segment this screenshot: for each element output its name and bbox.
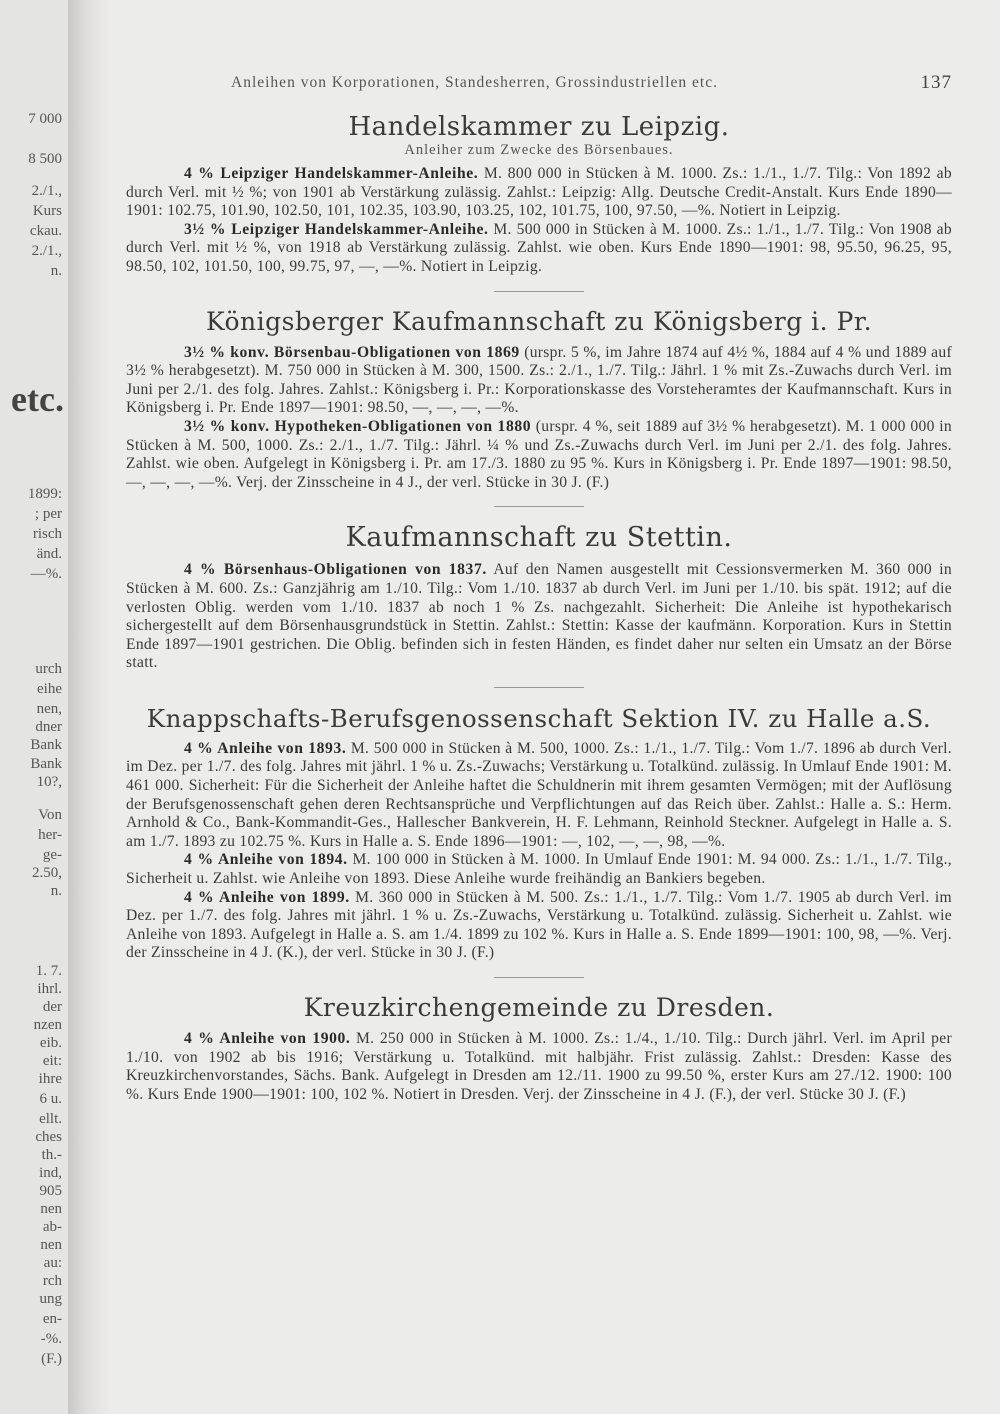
margin-fragment: ung	[39, 1291, 62, 1307]
margin-fragment: ellt.	[39, 1111, 62, 1127]
section-subheading: Anleiher zum Zwecke des Börsenbaues.	[404, 142, 674, 158]
margin-fragment: Kurs	[32, 203, 62, 219]
margin-fragment: n.	[50, 263, 62, 279]
margin-fragment: ckau.	[29, 223, 62, 239]
margin-fragment: nen	[40, 1201, 62, 1217]
margin-fragment: nen	[40, 1237, 62, 1253]
running-header	[126, 70, 952, 100]
margin-fragment: Bank	[30, 737, 62, 753]
bond-title: 3½ % konv. Hypotheken-Obligationen von 1880	[184, 417, 532, 435]
section-heading: Königsberger Kaufmannschaft zu Königsberg i. Pr.	[205, 306, 873, 336]
document-page	[126, 70, 952, 1104]
margin-fragment: her-	[38, 827, 62, 843]
margin-fragment: -%.	[40, 1331, 62, 1347]
margin-fragment: ihre	[38, 1071, 62, 1087]
margin-fragment: eihe	[37, 681, 62, 697]
bond-title: 4 % Anleihe von 1900.	[184, 1030, 351, 1047]
bond-title: 4 % Leipziger Handelskammer-Anleihe.	[184, 165, 479, 182]
section-knappschafts-berufsgenossenschaft	[126, 702, 952, 963]
bond-title: 4 % Börsenhaus-Obligationen von 1837.	[184, 561, 487, 579]
margin-fragment: ches	[35, 1129, 62, 1145]
margin-fragment: ihrl.	[37, 981, 62, 997]
margin-fragment: Bank	[30, 756, 62, 772]
section-koenigsberger-kaufmannschaft	[126, 306, 952, 493]
margin-fragment: 1. 7.	[35, 963, 62, 979]
bond-entry	[126, 221, 952, 277]
bond-entry	[126, 418, 952, 492]
section-divider	[494, 506, 584, 507]
margin-fragment: 905	[39, 1183, 62, 1199]
section-heading: Knappschafts-Berufsgenossenschaft Sektion IV. zu Halle a.S.	[146, 703, 932, 733]
margin-fragment: nzen	[33, 1017, 62, 1033]
bond-details: (urspr. 5 %, im Jahre 1874 auf 4½ %, 1884 auf 4 % und 1889 auf 3½ % herabgesetzt). M. 750 000 in Stücken à M. 300, 1500. Zs.: 2./1., 1./7. Tilg.: Jährl. 1 % mit Zs.-Zuwachs durch Verl. im Juni per 2./1. des folg. Jahres. Zahlst.: Königsberg i. Pr.: Korporationskasse des Vorsteheramtes der Kaufmannschaft. Kurs in Königsberg i. Pr. Ende 1897—1901: 98.50, —, —, —, —%.	[126, 343, 952, 417]
section-heading: Handelskammer zu Leipzig.	[348, 112, 730, 142]
margin-fragment: Von	[38, 807, 62, 823]
margin-fragment: 6 u.	[39, 1091, 62, 1107]
bond-entry	[126, 165, 952, 221]
bond-entry	[126, 889, 952, 963]
page-number: 137	[920, 72, 952, 93]
bond-entry	[126, 561, 952, 673]
bond-entry	[126, 344, 952, 418]
bond-entry	[126, 1030, 952, 1104]
margin-fragment: änd.	[36, 546, 62, 562]
margin-fragment: etc.	[11, 379, 64, 419]
margin-fragment: der	[42, 999, 62, 1015]
margin-fragment: 1899:	[27, 486, 62, 502]
section-heading: Kreuzkirchengemeinde zu Dresden.	[303, 993, 775, 1022]
margin-fragment: ; per	[34, 506, 62, 522]
bond-details: M. 500 000 in Stücken à M. 500, 1000. Zs.: 1./1., 1./7. Tilg.: Vom 1./7. 1896 ab durch Verl. im Dez. per 1./7. des folg. Jahres mit jährl. 1 % u. Zs.-Zuwachs; Verstärkung u. Totalkünd. zulässig. In Umlauf Ende 1901: M. 461 000. Sicherheit: Für die Sicherheit der Anleihe haftet die Schuldnerin mit ihrem gesamten Vermögen; mit der Auflösung der Berufsgenossenschaft gehen deren Rechtsansprüche und Verpflichtungen auf das Reich über. Zahlst.: Halle a. S.: Herm. Arnhold & Co., Bank-Kommandit-Ges., Hallescher Bankverein, H. F. Lehmann, Reinhold Steckner. Aufgelegt in Halle a. S. am 1./7. 1893 zu 102.75 %. Kurs in Halle a. S. Ende 1896—1901: —, 102, —, —, 98, —%.	[126, 739, 952, 850]
margin-fragment: ind,	[39, 1165, 62, 1181]
bond-title: 4 % Anleihe von 1899.	[184, 888, 350, 906]
bond-details: Auf den Namen ausgestellt mit Cessionsvermerken M. 360 000 in Stücken à M. 600. Zs.: Ganzjährig am 1./10. Tilg.: Vom 1./10. 1837 ab durch Verl. im Juni per 1./10. bis spät. 1912; auf die verlosten Oblig. werden vom 1./10. 1837 ab noch 1 % Zs. nachgezahlt. Sicherheit: Die Anleihe ist hypothekarisch sichergestellt auf dem Börsenhausgrundstück in Stettin. Zahlst.: Stettin: Kasse der kaufmänn. Korporation. Kurs in Stettin Ende 1897—1901 gestrichen. Die Oblig. befinden sich in festen Händen, es findet daher nur selten ein Umsatz an der Börse statt.	[126, 561, 952, 672]
section-kaufmannschaft-stettin	[126, 521, 952, 673]
section-heading: Kaufmannschaft zu Stettin.	[345, 522, 733, 554]
bond-title: 3½ % konv. Börsenbau-Obligationen von 1869	[184, 343, 520, 361]
bond-title: 4 % Anleihe von 1894.	[184, 851, 348, 869]
margin-fragment: eib.	[39, 1035, 62, 1051]
bond-details: M. 360 000 in Stücken à M. 500. Zs.: 1./1., 1./7. Tilg.: Vom 1./7. 1905 ab durch Verl. im Dez. per 1./7. des folg. Jahres mit jährl. 1 % u. Zs.-Zuwachs, Verstärkung u. Totalkünd. zulässig. Sicherheit u. Zahlst. wie Anleihe von 1893. Aufgelegt in Halle a. S. am 1./4. 1899 zu 102 %. Kurs in Halle a. S. Ende 1899—1901: 100, 98, —%. Verj. der Zinsscheine in 4 J. (K.), der verl. Stücke in 30 J. (F.)	[126, 888, 952, 962]
bond-details: M. 800 000 in Stücken à M. 1000. Zs.: 1./1., 1./7. Tilg.: Von 1892 ab durch Verl. mit ½ %; von 1901 ab Verstärkung zulässig. Zahlst.: Leipzig: Allg. Deutsche Credit-Anstalt. Kurs Ende 1890—1901: 102.75, 101.90, 102.50, 101, 102.35, 103.90, 103.25, 102, 101.75, 100, 97.50, —%. Notiert in Leipzig.	[126, 165, 952, 220]
margin-fragment: 7 000	[28, 111, 62, 127]
margin-fragment: nen,	[36, 701, 62, 717]
margin-fragment: eit:	[42, 1053, 62, 1069]
section-divider	[494, 687, 584, 688]
margin-fragment: risch	[32, 526, 62, 542]
section-divider	[494, 977, 584, 978]
margin-fragment: rch	[42, 1273, 62, 1289]
section-handelskammer-leipzig	[126, 112, 952, 277]
margin-fragment: dner	[35, 719, 62, 735]
bond-entry	[126, 851, 952, 888]
running-header-title: Anleihen von Korporationen, Standesherren, Grossindustriellen etc.	[231, 74, 718, 91]
margin-fragment: urch	[35, 661, 62, 677]
section-kreuzkirchengemeinde-dresden	[126, 992, 952, 1104]
section-divider	[494, 291, 584, 292]
book-gutter	[68, 0, 110, 1414]
bond-title: 4 % Anleihe von 1893.	[184, 739, 347, 757]
bond-details: M. 250 000 in Stücken à M. 1000. Zs.: 1./4., 1./10. Tilg.: Durch jährl. Verl. im April per 1./10. von 1902 ab bis 1916; Verstärkung u. Totalkünd. mit halbjähr. Frist zulässig. Zahlst.: Dresden: Kasse des Kreuzkirchenvorstandes, Sächs. Bank. Aufgelegt in Dresden am 12./11. 1900 zu 99.50 %, erster Kurs am 27./12. 1900: 100 %. Kurs Ende 1900—1901: 100, 102 %. Notiert in Dresden. Verj. der Zinsscheine in 4 J. (F.), der verl. Stücke 30 J. (F.)	[126, 1030, 952, 1103]
bond-details: M. 100 000 in Stücken à M. 1000. In Umlauf Ende 1901: M. 94 000. Zs.: 1./1., 1./7. Tilg., Sicherheit u. Zahlst. wie Anleihe von 1893. Diese Anleihe wurde freihändig an Bankiers begeben.	[126, 851, 952, 888]
margin-fragment: en-	[42, 1311, 62, 1327]
bond-title: 3½ % Leipziger Handelskammer-Anleihe.	[184, 220, 489, 238]
margin-fragment: ab-	[42, 1219, 62, 1235]
bond-details: M. 500 000 in Stücken à M. 1000. Zs.: 1./1., 1./7. Tilg.: Von 1908 ab durch Verl. mit ½ %, von 1918 ab Verstärkung zulässig. Zahlst. wie oben. Kurs Ende 1890—1901: 98, 95.50, 96.25, 95, 98.50, 102, 101.50, 100, 99.75, 97, —, —%. Notiert in Leipzig.	[126, 220, 952, 275]
margin-fragment: 2.50,	[32, 865, 62, 881]
margin-fragment: 2./1.,	[31, 243, 62, 259]
margin-fragment: n.	[50, 883, 62, 899]
margin-fragment: au:	[43, 1255, 62, 1271]
margin-fragment: 8 500	[28, 151, 62, 167]
margin-fragment: 10?,	[36, 774, 62, 790]
margin-fragment: —%.	[30, 566, 62, 582]
margin-fragment: th.-	[41, 1147, 62, 1163]
adjacent-page-fragment	[0, 0, 68, 1414]
margin-fragment: 2./1.,	[31, 183, 62, 199]
bond-details: (urspr. 4 %, seit 1889 auf 3½ % herabgesetzt). M. 1 000 000 in Stücken à M. 500, 1000. Zs.: 2./1., 1./7. Tilg.: Jährl. ¼ % und Zs.-Zuwachs durch Verl. im Juni per 2./1. des folg. Jahres. Zahlst. wie oben. Aufgelegt in Königsberg i. Pr. am 17./3. 1880 zu 95 %. Kurs in Königsberg i. Pr. Ende 1897—1901: 98.50, —, —, —, —%. Verj. der Zinsscheine in 4 J., der verl. Stücke in 30 J. (F.)	[126, 417, 952, 491]
bond-entry	[126, 740, 952, 852]
margin-fragment: ge-	[42, 847, 62, 863]
margin-fragment: (F.)	[41, 1351, 62, 1367]
